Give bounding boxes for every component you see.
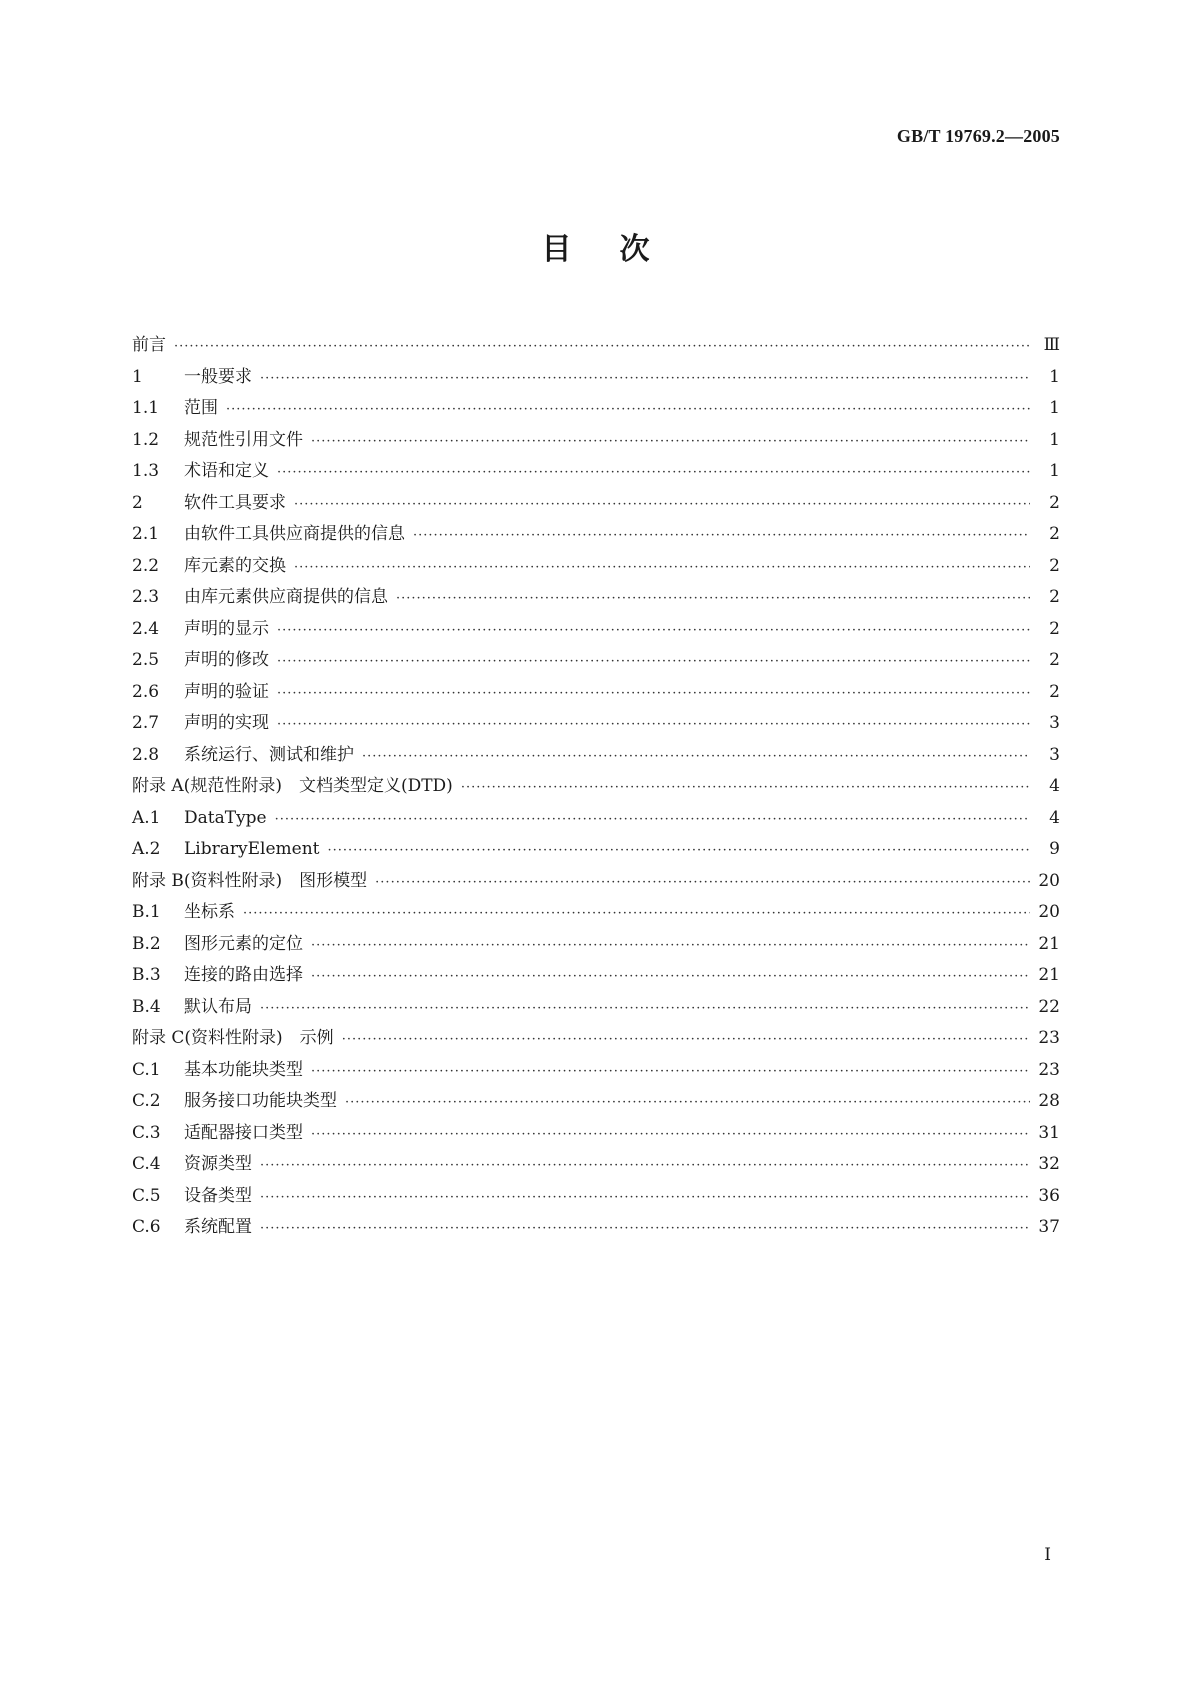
- toc-entry-number: C.4: [132, 1154, 161, 1174]
- toc-dot-leader: [375, 867, 1030, 899]
- toc-dot-leader: [294, 489, 1030, 521]
- toc-entry-label: 声明的验证: [184, 681, 269, 702]
- toc-dot-leader: [311, 961, 1030, 993]
- toc-dot-leader: [327, 835, 1030, 867]
- toc-entry[interactable]: [132, 866, 1060, 898]
- toc-entry-number: C.2: [132, 1091, 161, 1111]
- toc-entry[interactable]: [132, 1181, 1060, 1213]
- toc-dot-leader: [342, 1024, 1030, 1056]
- toc-entry-page: 4: [1049, 776, 1060, 796]
- toc-entry[interactable]: [132, 897, 1060, 929]
- toc-entry[interactable]: [132, 708, 1060, 740]
- toc-entry-label: 服务接口功能块类型: [184, 1091, 337, 1111]
- toc-entry[interactable]: [132, 582, 1060, 614]
- toc-entry-number: B.4: [132, 996, 161, 1017]
- toc-entry[interactable]: [132, 771, 1060, 803]
- toc-entry-page: 21: [1038, 965, 1060, 985]
- toc-entry-page: 1: [1049, 461, 1060, 481]
- toc-entry-number: 2.5: [132, 650, 160, 670]
- toc-dot-leader: [362, 741, 1030, 773]
- toc-entry-number: 2.2: [132, 555, 160, 576]
- toc-entry-label: 声明的实现: [184, 713, 269, 733]
- toc-entry-page: 1: [1049, 366, 1060, 387]
- toc-entry-label: 坐标系: [184, 902, 235, 922]
- toc-entry-label: 附录 C(资料性附录) 示例: [132, 1028, 334, 1048]
- toc-entry-label: 资源类型: [184, 1154, 252, 1174]
- toc-entry-page: 2: [1049, 618, 1060, 639]
- toc-entry-label: 由软件工具供应商提供的信息: [184, 524, 405, 544]
- toc-entry-page: 36: [1038, 1185, 1060, 1206]
- toc-entry[interactable]: [132, 960, 1060, 992]
- toc-dot-leader: [277, 709, 1030, 741]
- toc-entry[interactable]: [132, 834, 1060, 866]
- toc-entry[interactable]: [132, 425, 1060, 457]
- toc-entry-page: Ⅲ: [1043, 335, 1060, 355]
- toc-entry-label: 附录 B(资料性附录) 图形模型: [132, 870, 368, 891]
- toc-entry[interactable]: [132, 614, 1060, 646]
- toc-entry-number: 2.6: [132, 681, 160, 702]
- toc-entry-label: 库元素的交换: [184, 555, 286, 576]
- toc-dot-leader: [260, 1213, 1030, 1245]
- toc-entry-number: 1: [132, 366, 143, 387]
- toc-dot-leader: [260, 363, 1030, 395]
- page-title: [0, 224, 1191, 268]
- toc-entry[interactable]: [132, 393, 1060, 425]
- toc-entry[interactable]: [132, 677, 1060, 709]
- toc-dot-leader: [260, 993, 1030, 1025]
- toc-entry[interactable]: [132, 488, 1060, 520]
- toc-entry-number: 2.8: [132, 744, 160, 765]
- toc-entry-label: 系统配置: [184, 1217, 252, 1237]
- toc-entry-page: 4: [1049, 807, 1060, 828]
- toc-entry-number: C.6: [132, 1217, 161, 1237]
- toc-dot-leader: [311, 426, 1030, 458]
- toc-entry-label: 附录 A(规范性附录) 文档类型定义(DTD): [132, 776, 453, 796]
- toc-entry[interactable]: [132, 929, 1060, 961]
- toc-entry-label: 默认布局: [184, 996, 252, 1017]
- toc-entry-page: 2: [1049, 587, 1060, 607]
- toc-dot-leader: [413, 520, 1030, 552]
- toc-entry-number: B.1: [132, 902, 161, 922]
- toc-dot-leader: [243, 898, 1030, 930]
- toc-entry-page: 3: [1049, 713, 1060, 733]
- toc-dot-leader: [226, 394, 1030, 426]
- toc-entry-page: 2: [1049, 492, 1060, 513]
- page-title-char-2: 次: [619, 232, 650, 267]
- toc-entry-page: 20: [1038, 902, 1060, 922]
- toc-entry-number: B.3: [132, 965, 161, 985]
- toc-entry-page: 1: [1049, 398, 1060, 418]
- page-number: I: [1044, 1545, 1051, 1565]
- page-title-char-1: 目: [541, 232, 572, 267]
- toc-entry-label: 图形元素的定位: [184, 933, 303, 954]
- toc-entry-page: 1: [1049, 429, 1060, 450]
- toc-dot-leader: [277, 678, 1030, 710]
- toc-dot-leader: [311, 1056, 1030, 1088]
- toc-entry-page: 2: [1049, 650, 1060, 670]
- toc-entry-page: 2: [1049, 524, 1060, 544]
- toc-entry[interactable]: [132, 456, 1060, 488]
- toc-entry[interactable]: [132, 362, 1060, 394]
- toc-entry[interactable]: [132, 519, 1060, 551]
- toc-dot-leader: [260, 1150, 1030, 1182]
- toc-entry-number: C.3: [132, 1122, 161, 1143]
- toc-entry-label: DataType: [184, 807, 267, 828]
- toc-entry[interactable]: [132, 992, 1060, 1024]
- toc-entry-label: 术语和定义: [184, 461, 269, 481]
- table-of-contents: [132, 330, 1060, 1244]
- standard-code: GB/T 19769.2—2005: [896, 126, 1060, 146]
- toc-entry[interactable]: [132, 1149, 1060, 1181]
- toc-entry-page: 2: [1049, 555, 1060, 576]
- toc-entry-number: A.1: [132, 807, 161, 828]
- toc-dot-leader: [275, 804, 1030, 836]
- toc-entry[interactable]: [132, 1023, 1060, 1055]
- toc-entry-label: 声明的显示: [184, 618, 269, 639]
- toc-entry-label: 规范性引用文件: [184, 429, 303, 450]
- toc-entry-page: 32: [1038, 1154, 1060, 1174]
- toc-dot-leader: [277, 615, 1030, 647]
- toc-entry-label: 系统运行、测试和维护: [184, 744, 354, 765]
- toc-entry-page: 28: [1038, 1091, 1060, 1111]
- toc-entry-label: 范围: [184, 398, 218, 418]
- toc-dot-leader: [294, 552, 1030, 584]
- toc-entry[interactable]: [132, 330, 1060, 362]
- toc-entry-label: 设备类型: [184, 1185, 252, 1206]
- toc-entry-page: 31: [1038, 1122, 1060, 1143]
- toc-entry[interactable]: [132, 645, 1060, 677]
- toc-entry[interactable]: [132, 803, 1060, 835]
- toc-dot-leader: [260, 1182, 1030, 1214]
- toc-entry-label: 适配器接口类型: [184, 1122, 303, 1143]
- toc-entry-number: 2.7: [132, 713, 160, 733]
- toc-dot-leader: [311, 930, 1030, 962]
- toc-dot-leader: [461, 772, 1030, 804]
- toc-dot-leader: [311, 1119, 1030, 1151]
- toc-entry-number: 1.1: [132, 398, 160, 418]
- toc-dot-leader: [277, 457, 1030, 489]
- toc-entry[interactable]: [132, 1118, 1060, 1150]
- toc-entry-page: 9: [1049, 839, 1060, 859]
- toc-entry-number: B.2: [132, 933, 161, 954]
- toc-entry-page: 23: [1038, 1059, 1060, 1080]
- toc-dot-leader: [396, 583, 1030, 615]
- toc-entry-label: 连接的路由选择: [184, 965, 303, 985]
- toc-entry-number: A.2: [132, 839, 161, 859]
- toc-entry-number: 2.1: [132, 524, 160, 544]
- toc-entry-label: 一般要求: [184, 366, 252, 387]
- toc-entry-label: 声明的修改: [184, 650, 269, 670]
- toc-dot-leader: [174, 331, 1030, 363]
- toc-dot-leader: [345, 1087, 1030, 1119]
- toc-entry-number: 2: [132, 492, 143, 513]
- toc-entry-number: C.5: [132, 1185, 161, 1206]
- toc-entry-page: 22: [1038, 996, 1060, 1017]
- toc-entry-page: 3: [1049, 744, 1060, 765]
- toc-entry-page: 23: [1038, 1028, 1060, 1048]
- toc-entry[interactable]: [132, 1086, 1060, 1118]
- toc-entry-number: 2.3: [132, 587, 160, 607]
- toc-entry-number: 1.3: [132, 461, 160, 481]
- toc-entry-label: 前言: [132, 335, 166, 355]
- toc-entry-label: 基本功能块类型: [184, 1059, 303, 1080]
- toc-entry-number: 2.4: [132, 618, 160, 639]
- toc-entry-number: 1.2: [132, 429, 160, 450]
- toc-entry-label: 软件工具要求: [184, 492, 286, 513]
- toc-entry-number: C.1: [132, 1059, 161, 1080]
- toc-entry-page: 21: [1038, 933, 1060, 954]
- toc-entry-page: 2: [1049, 681, 1060, 702]
- toc-entry[interactable]: [132, 551, 1060, 583]
- toc-entry-page: 37: [1038, 1217, 1060, 1237]
- toc-entry-label: LibraryElement: [184, 839, 320, 859]
- toc-entry-label: 由库元素供应商提供的信息: [184, 587, 388, 607]
- toc-entry[interactable]: [132, 1055, 1060, 1087]
- toc-entry[interactable]: [132, 740, 1060, 772]
- toc-dot-leader: [277, 646, 1030, 678]
- toc-entry-page: 20: [1038, 870, 1060, 891]
- toc-entry[interactable]: [132, 1212, 1060, 1244]
